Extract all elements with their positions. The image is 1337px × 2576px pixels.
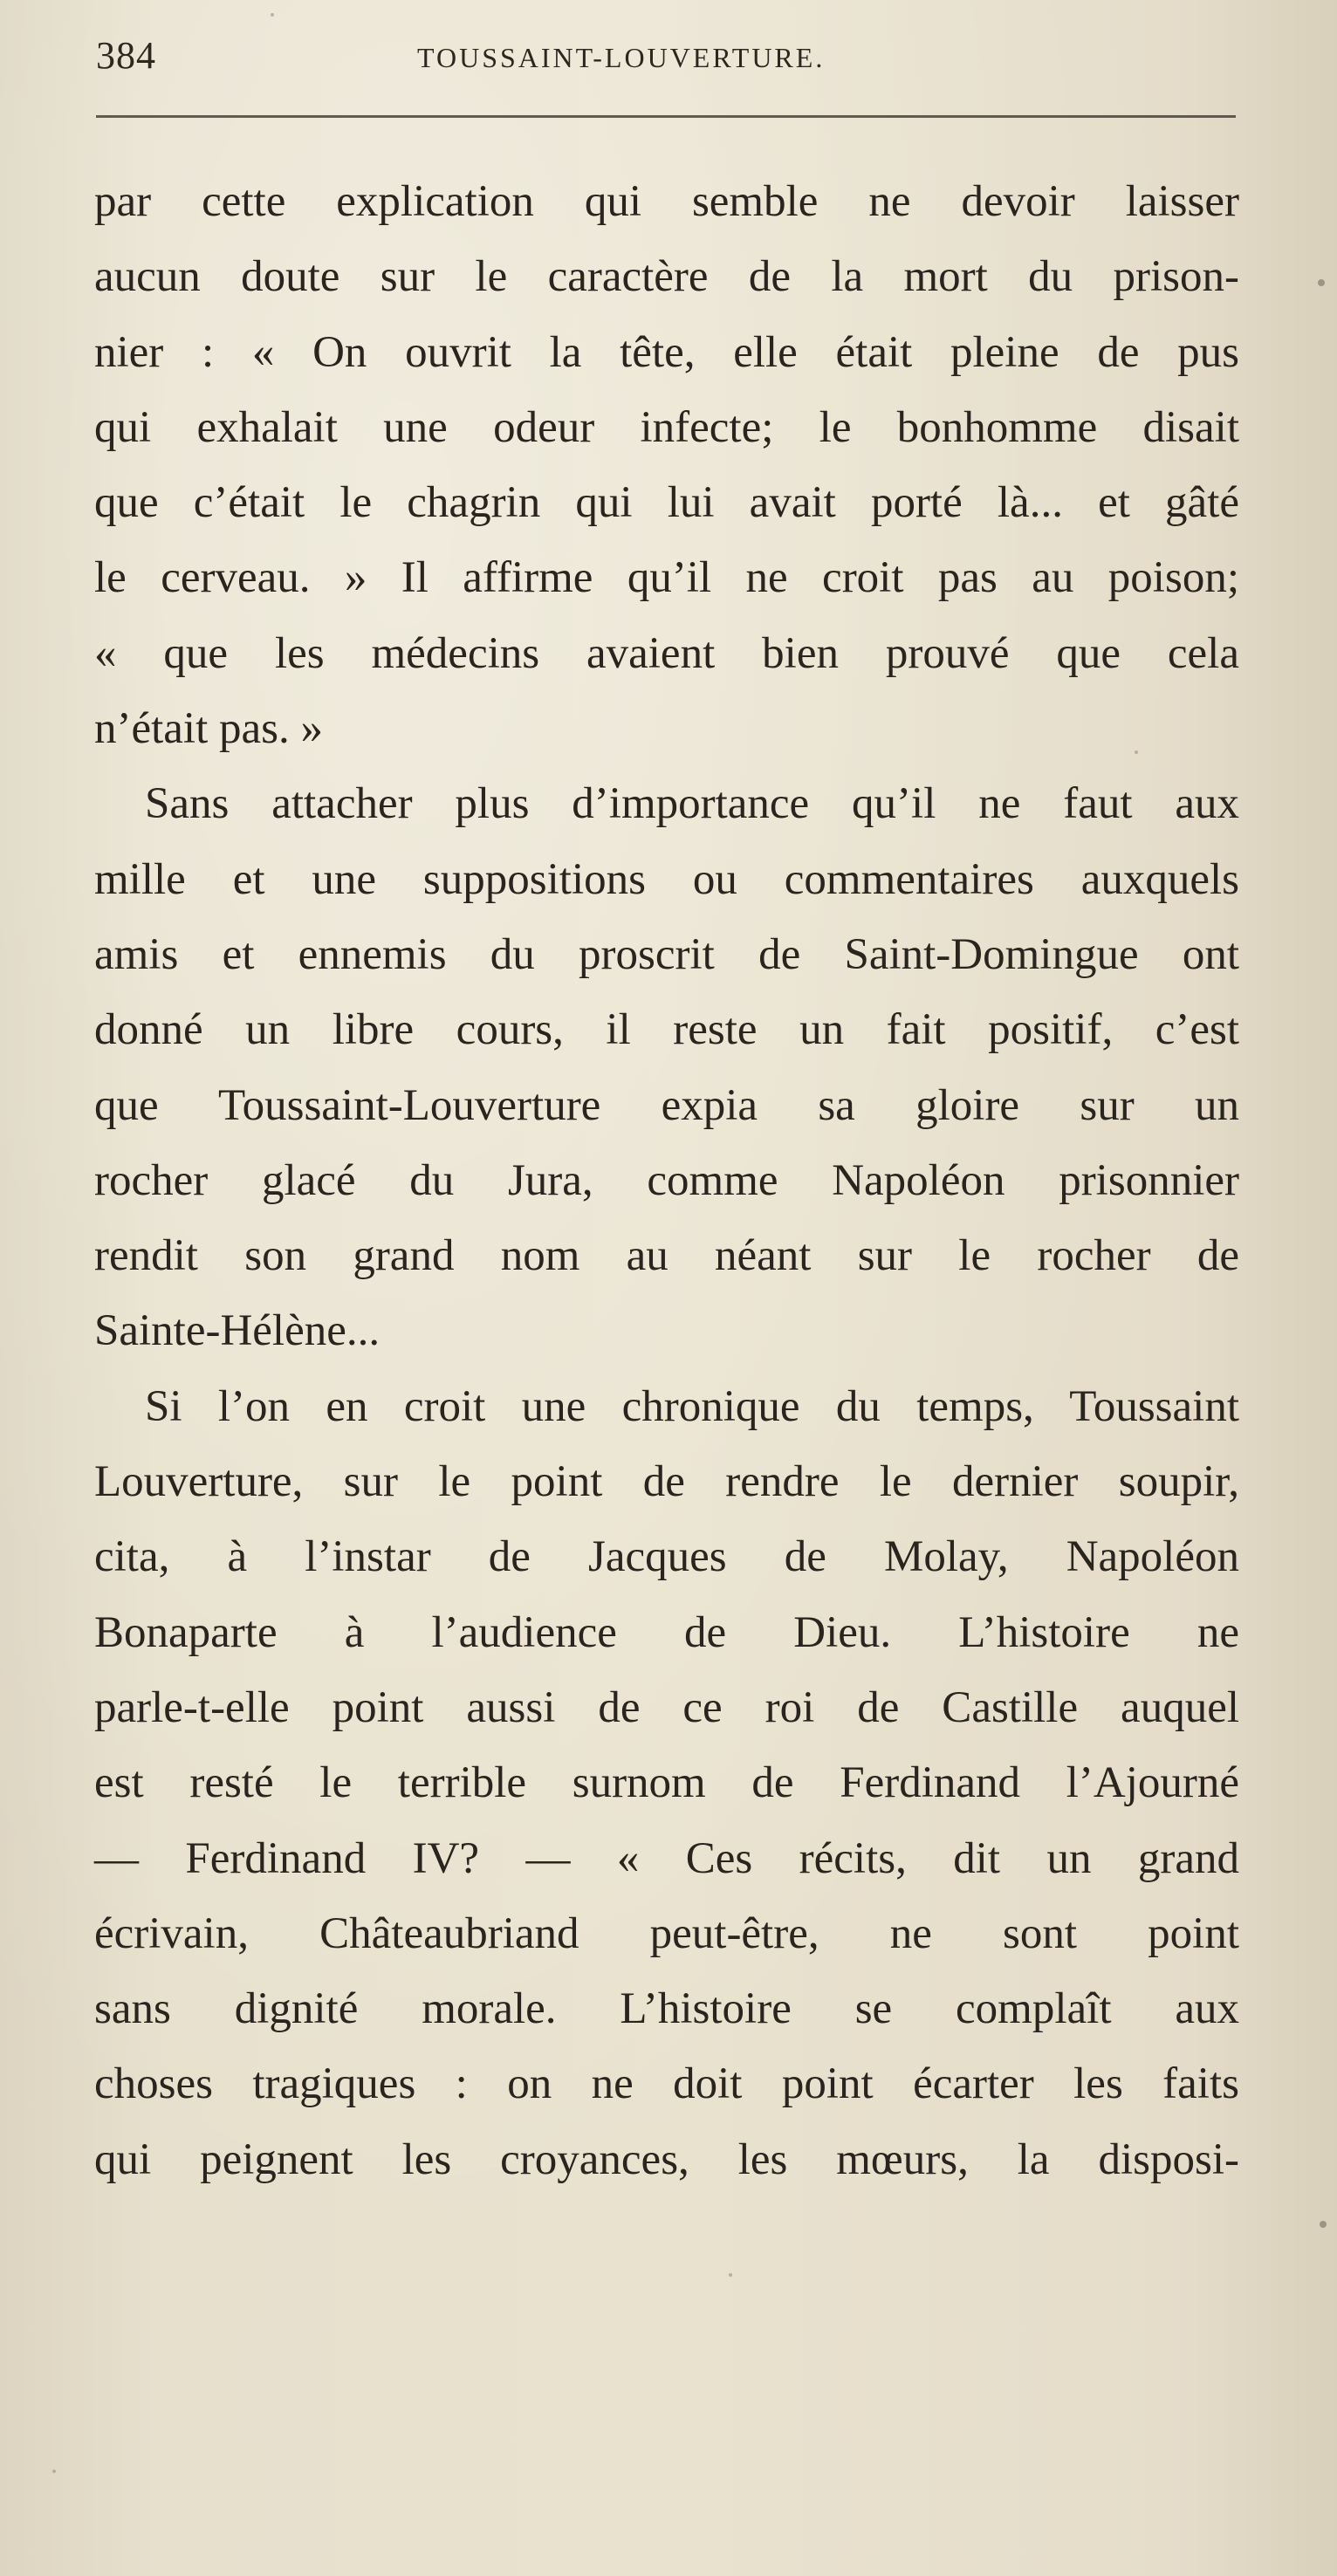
text-line: aucun doute sur le caractère de la mort du prison- — [94, 252, 1239, 302]
text-line: Sainte-Hélène... — [94, 1306, 381, 1356]
text-line: le cerveau. » Il affirme qu’il ne croit pas au poison; — [94, 553, 1239, 603]
text-line: que Toussaint-Louverture expia sa gloire sur un — [94, 1080, 1239, 1130]
paper-speck — [1318, 279, 1325, 286]
text-line: écrivain, Châteaubriand peut-être, ne sont point — [94, 1908, 1239, 1958]
page-header — [96, 33, 1239, 94]
paragraph-3 — [94, 1369, 1239, 2197]
text-line: par cette explication qui semble ne devoir laisser — [94, 177, 1239, 226]
paper-speck — [1320, 2221, 1327, 2228]
text-line: Louverture, sur le point de rendre le dernier soupir, — [94, 1457, 1239, 1507]
text-line: amis et ennemis du proscrit de Saint-Domingue ont — [94, 929, 1239, 979]
text-line: qui peignent les croyances, les mœurs, la disposi- — [94, 2134, 1239, 2184]
paragraph-1 — [94, 164, 1239, 766]
text-line: Si l’on en croit une chronique du temps, Toussaint — [145, 1381, 1239, 1431]
paragraph-2 — [94, 766, 1239, 1368]
text-line: nier : « On ouvrit la tête, elle était pleine de pus — [94, 327, 1239, 377]
text-line: Sans attacher plus d’importance qu’il ne faut aux — [145, 779, 1239, 829]
text-line: parle-t-elle point aussi de ce roi de Castille auquel — [94, 1682, 1239, 1732]
paper-speck — [1135, 750, 1138, 754]
text-line: rendit son grand nom au néant sur le rocher de — [94, 1231, 1239, 1281]
text-line: « que les médecins avaient bien prouvé que cela — [94, 628, 1239, 678]
text-line: — Ferdinand IV? — « Ces récits, dit un grand — [94, 1833, 1239, 1883]
body-text — [94, 164, 1239, 2197]
text-line: rocher glacé du Jura, comme Napoléon prisonnier — [94, 1155, 1239, 1205]
text-line: qui exhalait une odeur infecte; le bonhomme disait — [94, 402, 1239, 452]
text-line: sans dignité morale. L’histoire se complaît aux — [94, 1984, 1239, 2034]
text-line: Bonaparte à l’audience de Dieu. L’histoire ne — [94, 1607, 1239, 1657]
paper-speck — [729, 2273, 732, 2277]
header-rule — [96, 115, 1236, 118]
text-line: que c’était le chagrin qui lui avait porté là... et gâté — [94, 478, 1239, 528]
text-line: mille et une suppositions ou commentaires auxquels — [94, 854, 1239, 904]
text-line: n’était pas. » — [94, 704, 323, 754]
page-number: 384 — [96, 34, 156, 77]
paper-speck — [271, 13, 274, 17]
text-line: cita, à l’instar de Jacques de Molay, Napoléon — [94, 1532, 1239, 1582]
text-line: est resté le terrible surnom de Ferdinand l’Ajourné — [94, 1758, 1239, 1808]
text-line: donné un libre cours, il reste un fait positif, c’est — [94, 1005, 1239, 1055]
text-line: choses tragiques : on ne doit point écarter les faits — [94, 2059, 1239, 2109]
running-title: TOUSSAINT-LOUVERTURE. — [417, 42, 826, 73]
paper-speck — [52, 2470, 56, 2473]
